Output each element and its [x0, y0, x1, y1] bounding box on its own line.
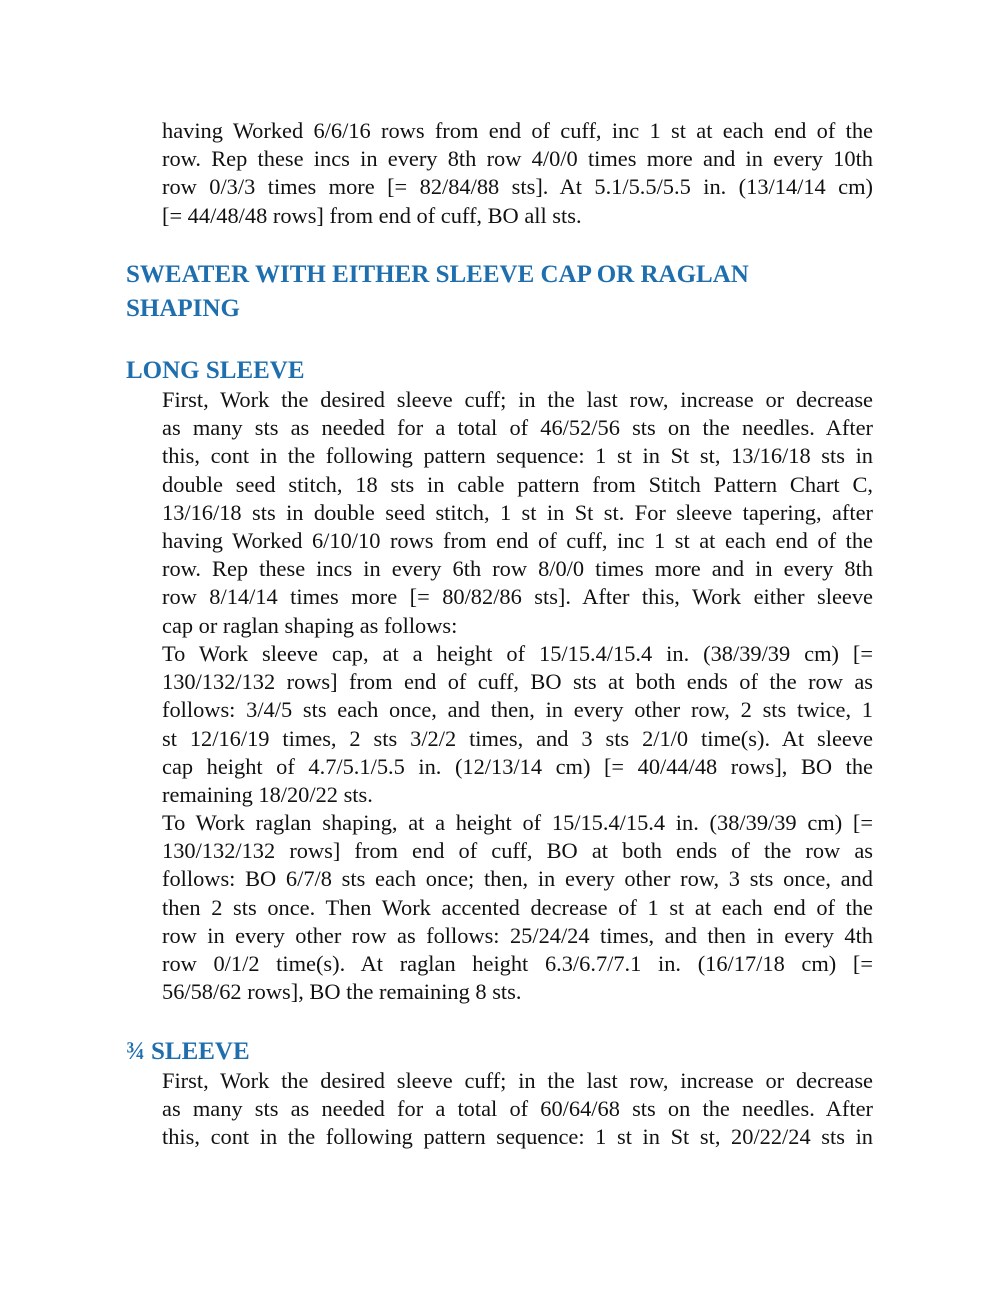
section-heading	[126, 258, 749, 326]
text-line: To Work raglan shaping, at a height of 15/15.4/15.4 in. (38/39/39 cm) [=	[162, 810, 873, 835]
text-line: To Work sleeve cap, at a height of 15/15.4/15.4 in. (38/39/39 cm) [=	[162, 641, 873, 666]
text-line: row 8/14/14 times more [= 80/82/86 sts]. After this, Work either sleeve	[162, 584, 873, 610]
text-line: First, Work the desired sleeve cuff; in the last row, increase or decrease	[162, 1068, 873, 1093]
text-line: double seed stitch, 18 sts in cable pattern from Stitch Pattern Chart C,	[162, 471, 873, 497]
three-quarter-sleeve-heading: ¾ SLEEVE	[126, 1038, 250, 1065]
text-line: 130/132/132 rows] from end of cuff, BO at both ends of the row as	[162, 838, 873, 864]
text-line: cap height of 4.7/5.1/5.5 in. (12/13/14 cm) [= 40/44/48 rows], BO the	[162, 753, 873, 779]
text-line: as many sts as needed for a total of 46/52/56 sts on the needles. After	[162, 415, 873, 441]
text-line: 130/132/132 rows] from end of cuff, BO sts at both ends of the row as	[162, 669, 873, 695]
section-heading-line: SHAPING	[126, 295, 240, 322]
long-sleeve-paragraph-2	[162, 640, 873, 809]
text-line: as many sts as needed for a total of 60/64/68 sts on the needles. After	[162, 1096, 873, 1122]
section-heading-line: SWEATER WITH EITHER SLEEVE CAP OR RAGLAN	[126, 261, 749, 288]
text-line: then 2 sts once. Then Work accented decrease of 1 st at each end of the	[162, 894, 873, 920]
intro-paragraph	[162, 117, 873, 230]
text-line: row 0/1/2 time(s). At raglan height 6.3/6.7/7.1 in. (16/17/18 cm) [=	[162, 951, 873, 977]
text-line: st 12/16/19 times, 2 sts 3/2/2 times, and 3 sts 2/1/0 time(s). At sleeve	[162, 725, 873, 751]
text-line: 56/58/62 rows], BO the remaining 8 sts.	[162, 979, 522, 1005]
text-line: having Worked 6/10/10 rows from end of cuff, inc 1 st at each end of the	[162, 528, 873, 554]
long-sleeve-heading: LONG SLEEVE	[126, 357, 305, 384]
text-line: row 0/3/3 times more [= 82/84/88 sts]. At 5.1/5.5/5.5 in. (13/14/14 cm)	[162, 174, 873, 200]
text-line: row. Rep these incs in every 6th row 8/0/0 times more and in every 8th	[162, 556, 873, 582]
text-line: follows: BO 6/7/8 sts each once; then, in every other row, 3 sts once, and	[162, 866, 873, 892]
text-line: this, cont in the following pattern sequence: 1 st in St st, 20/22/24 sts in	[162, 1124, 873, 1150]
text-line: [= 44/48/48 rows] from end of cuff, BO all sts.	[162, 202, 582, 228]
long-sleeve-paragraph-1	[162, 386, 873, 640]
text-line: follows: 3/4/5 sts each once, and then, in every other row, 2 sts twice, 1	[162, 697, 873, 723]
text-line: remaining 18/20/22 sts.	[162, 782, 373, 808]
text-line: First, Work the desired sleeve cuff; in the last row, increase or decrease	[162, 387, 873, 412]
text-line: row in every other row as follows: 25/24/24 times, and then in every 4th	[162, 922, 873, 948]
text-line: this, cont in the following pattern sequence: 1 st in St st, 13/16/18 sts in	[162, 443, 873, 469]
text-line: having Worked 6/6/16 rows from end of cuff, inc 1 st at each end of the	[162, 118, 873, 143]
long-sleeve-paragraph-3	[162, 809, 873, 1006]
text-line: 13/16/18 sts in double seed stitch, 1 st in St st. For sleeve tapering, after	[162, 499, 873, 525]
text-line: cap or raglan shaping as follows:	[162, 612, 458, 638]
three-quarter-sleeve-paragraph-1	[162, 1067, 873, 1152]
text-line: row. Rep these incs in every 8th row 4/0/0 times more and in every 10th	[162, 146, 873, 172]
